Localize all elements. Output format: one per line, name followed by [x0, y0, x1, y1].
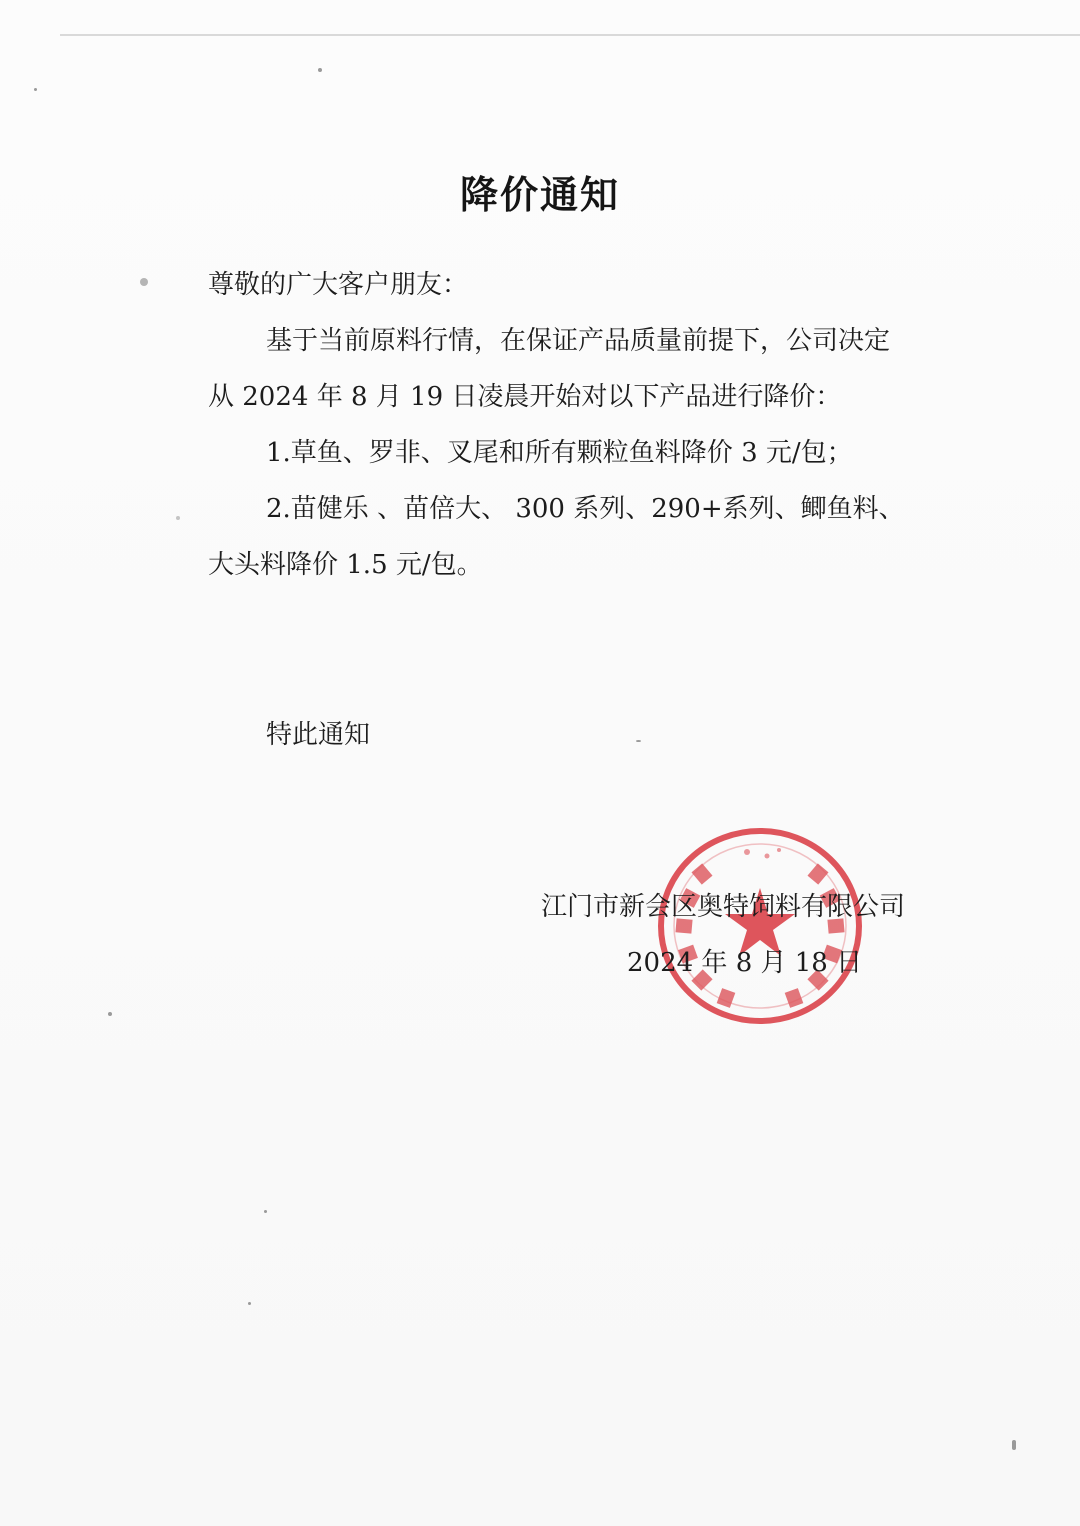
scan-speck: [1012, 1440, 1016, 1450]
price-item-1: 1.草鱼、罗非、叉尾和所有颗粒鱼料降价 3 元/包；: [266, 438, 853, 468]
body-paragraph-line-2: 从 2024 年 8 月 19 日凌晨开始对以下产品进行降价：: [208, 382, 842, 412]
closing-remark: 特此通知: [266, 720, 371, 750]
price-item-2-line-1: 2.苗健乐 、苗倍大、 300 系列、290+系列、鲫鱼料、: [266, 494, 905, 524]
scan-speck: [264, 1210, 267, 1213]
notice-date: 2024 年 8 月 18 日: [627, 948, 863, 978]
body-paragraph-line-1: 基于当前原料行情，在保证产品质量前提下，公司决定: [266, 326, 891, 356]
company-seal: [655, 826, 865, 1026]
company-name: 江门市新会区奥特饲料有限公司: [541, 892, 906, 922]
price-item-2-line-2: 大头料降价 1.5 元/包。: [208, 550, 483, 580]
scan-speck: [636, 740, 641, 742]
scan-speck: [108, 1012, 112, 1016]
scan-speck: [248, 1302, 251, 1305]
scan-speck: [318, 68, 322, 72]
scan-speck: [34, 88, 37, 91]
scan-speck: [140, 278, 148, 286]
page-edge-rule: [60, 34, 1080, 36]
notice-title: 降价通知: [459, 173, 620, 217]
scan-speck: [176, 516, 180, 520]
salutation: 尊敬的广大客户朋友：: [208, 270, 469, 300]
